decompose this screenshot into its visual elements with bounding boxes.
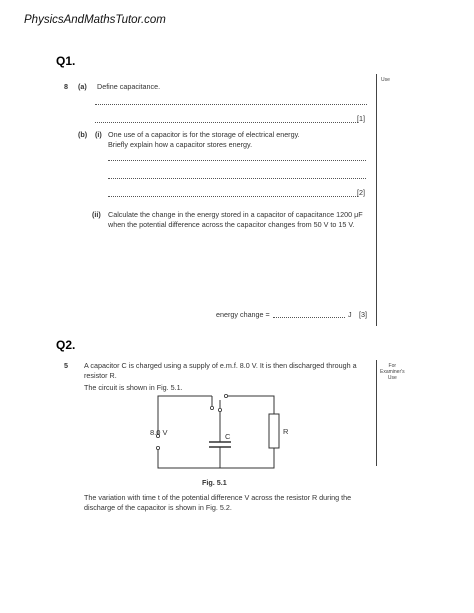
q1-margin-label: Use	[381, 77, 390, 83]
q1bi-answer-line-2	[108, 178, 366, 179]
site-header: PhysicsAndMathsTutor.com	[24, 14, 166, 26]
q1-margin-line	[376, 74, 377, 326]
q2-number: 5	[64, 361, 68, 370]
supply-label: 8.0 V	[150, 428, 168, 437]
q1bii-line-1: Calculate the change in the energy stored in a capacitor of capacitance 1200 μF	[108, 210, 363, 219]
q2-margin-use: Use	[387, 375, 397, 381]
switch-terminal-right	[224, 394, 227, 397]
circuit-diagram	[140, 390, 300, 480]
q1bii-line-2: when the potential difference across the capacitor changes from 50 V to 15 V.	[108, 220, 355, 229]
q1bi-label: (i)	[95, 130, 102, 139]
q1-answer-field	[273, 317, 345, 318]
q1bii-label: (ii)	[92, 210, 101, 219]
q2-after-line-1: The variation with time t of the potential difference V across the resistor R during the	[84, 493, 352, 502]
q1bi-answer-line-1	[108, 160, 366, 161]
q1-number: 8	[64, 82, 68, 91]
q1bi-mark: [2]	[357, 188, 365, 197]
q1-answer-label: energy change =	[216, 310, 270, 319]
q2-margin-line	[376, 360, 377, 466]
top-right-wire	[226, 396, 274, 414]
switch-terminal-left	[210, 406, 213, 409]
q2-heading: Q2.	[56, 338, 76, 352]
q1-answer-mark: [3]	[359, 310, 367, 319]
capacitor-label: C	[225, 432, 231, 441]
q2-line-3: The circuit is shown in Fig. 5.1.	[84, 383, 183, 392]
q1a-label: (a)	[78, 82, 87, 91]
q2-line-2: resistor R.	[84, 371, 117, 380]
bottom-wire	[158, 448, 274, 468]
q1bi-line-1: One use of a capacitor is for the storage of electrical energy.	[108, 130, 300, 139]
q1a-mark: [1]	[357, 114, 365, 123]
supply-terminal-bottom	[156, 446, 159, 449]
q1a-text: Define capacitance.	[97, 82, 161, 91]
q1a-answer-line-2	[95, 122, 358, 123]
resistor-label: R	[283, 427, 289, 436]
q1-heading: Q1.	[56, 54, 76, 68]
q2-line-1: A capacitor C is charged using a supply of e.m.f. 8.0 V. It is then discharged through a	[84, 361, 357, 370]
q2-after-line-2: discharge of the capacitor is shown in Fig. 5.2.	[84, 503, 232, 512]
q1bi-answer-line-3	[108, 196, 358, 197]
q1b-label: (b)	[78, 130, 88, 139]
q1-answer-unit: J	[348, 310, 352, 319]
q1bi-line-2: Briefly explain how a capacitor stores energy.	[108, 140, 253, 149]
q2-margin-examiners: Examiner's	[380, 369, 405, 375]
q2-margin-label	[380, 363, 405, 381]
switch-pivot	[218, 408, 221, 411]
q2-margin-for: For	[388, 363, 397, 369]
q1a-answer-line-1	[95, 104, 367, 105]
resistor-symbol	[269, 414, 279, 448]
figure-caption: Fig. 5.1	[202, 478, 227, 487]
